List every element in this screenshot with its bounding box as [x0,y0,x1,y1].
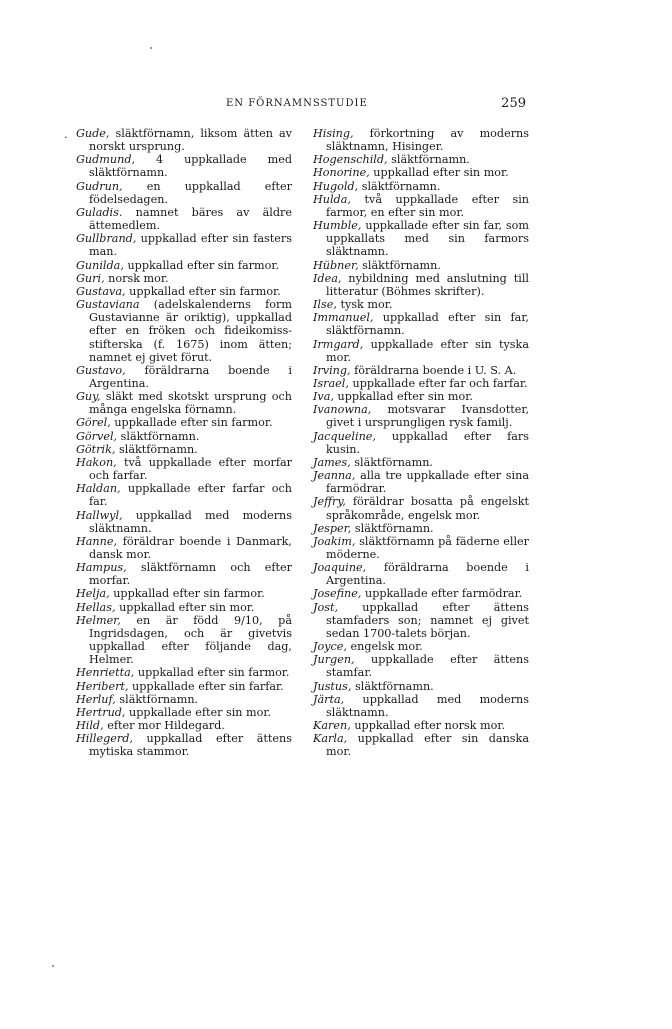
name-entry [76,180,292,206]
entry-name: Idea, [313,271,342,285]
name-entry [313,719,529,732]
entry-description: två uppkallade efter sin farmor, en efter sin mor. [326,192,529,219]
entry-description: släktförnamn. [358,179,441,193]
entry-description: alla tre uppkallade efter sina farmödrar. [326,469,529,496]
entry-description: norsk mor. [104,271,169,285]
entry-name: Immanuel, [313,311,374,325]
entry-name: Ivanowna, [313,403,372,417]
entry-name: Jeffry, [313,495,346,509]
entry-description: uppkallad efter ättens mytiska stammor. [89,732,292,759]
entry-description: (adelskalenderns form Gustavianne är oriktig), uppkallad efter en fröken och fideikomiss-stifterska (f. 1675) inom ätten; namnet ej givet förut. [89,298,292,364]
scan-speck [52,965,54,967]
entry-name: Joakim, [313,534,356,548]
entry-description: föräldrarna boende i Argentina. [326,561,529,588]
name-entry [313,495,529,521]
entry-name: Hübner, [313,258,359,272]
entry-name: Justus, [313,679,352,693]
entry-name: Gustava, [76,284,126,298]
entry-description: släktförnamn, liksom ätten av norskt ursprung. [89,127,292,154]
name-entry [76,732,292,758]
entry-name: Iva, [313,390,334,404]
name-entry [313,653,529,679]
name-entry [76,153,292,179]
entry-name: James, [313,455,351,469]
entry-description: uppkallad efter norsk mor. [350,719,506,733]
name-entry [76,587,292,600]
entry-description: engelsk mor. [346,640,423,654]
name-entry [313,153,529,166]
entry-name: Järta, [313,692,345,706]
entry-name: Hellas, [76,600,116,614]
name-entry [313,338,529,364]
entry-name: Helmer, [76,613,121,627]
entry-name: Görel, [76,416,111,430]
entry-name: Hugold, [313,179,359,193]
entry-description: uppkallad efter sin far, släktförnamn. [326,311,529,338]
entry-description: uppkallade efter farmödrar. [361,587,523,601]
entry-description: uppkallad efter ättens stamfaders son; namnet ej givet sedan 1700-talets början. [326,600,529,640]
entry-description: uppkallad efter sin danska mor. [326,732,529,759]
name-entry [76,561,292,587]
entry-description: uppkallad med moderns släktnamn. [89,508,292,535]
name-entry [76,482,292,508]
entry-name: Hampus, [76,561,127,575]
entry-description: släktförnamn. [117,429,200,443]
entry-description: uppkallad efter sin farmor. [123,258,280,272]
entry-name: Israel, [313,376,349,390]
entry-description: släktförnamn. [351,521,434,535]
entry-description: släktförnamn. [358,258,441,272]
name-entry [76,601,292,614]
name-entry [76,364,292,390]
entry-name: Gustavo, [76,363,126,377]
name-entry [76,614,292,667]
entry-name: Jeanna, [313,469,356,483]
name-entry [76,232,292,258]
name-entry [313,377,529,390]
name-entry [76,206,292,232]
entry-name: Joaquine, [313,561,367,575]
entry-name: Hild, [76,719,104,733]
entry-description: uppkallad med moderns släktnamn. [326,692,529,719]
name-entry [76,416,292,429]
entry-description: uppkallad efter sin fasters man. [89,232,292,259]
entry-description: släktförnamn. [351,679,434,693]
entry-description: en är född 9/10, på Ingridsdagen, och är givetvis uppkallad efter följande dag, Helmer. [89,613,292,667]
name-entry [76,285,292,298]
entry-description: 4 uppkallade med släktförnamn. [89,153,292,180]
entry-description: uppkallade efter far och farfar. [348,376,528,390]
entry-description: motsvarar Ivansdotter, givet i ursprungligen rysk familj. [326,403,529,430]
entry-name: Hogenschild, [313,153,388,167]
entry-name: Hertrud, [76,705,126,719]
entry-description: uppkallad efter sin farmor. [109,587,265,601]
entry-description: släktförnamn. [115,442,198,456]
name-entry [76,272,292,285]
entry-name: Gude, [76,127,110,140]
name-entry [313,364,529,377]
name-entry [76,535,292,561]
entry-description: namnet bäres av äldre ättemedlem. [89,205,292,233]
name-entry [76,298,292,364]
name-entry [313,680,529,693]
entry-name: Gudrun, [76,179,123,193]
entry-name: Görvel, [76,429,118,443]
entry-description: föräldrar boende i Danmark, dansk mor. [89,534,292,561]
entry-description: uppkallade efter sin tyska mor. [326,337,529,364]
entry-name: Jacqueline, [313,429,376,443]
entry-name: Gustaviana [76,298,140,312]
entry-description: släkt med skotskt ursprung och många engelska förnamn. [89,390,292,417]
entry-name: Gullbrand, [76,232,137,246]
entry-description: släktförnamn. [115,692,199,706]
right-column [313,127,529,759]
entry-description: uppkallade efter sin farfar. [128,679,284,693]
entry-name: Henrietta, [76,666,135,680]
name-entry [76,259,292,272]
name-entry [313,561,529,587]
entry-name: Hallwyl, [76,508,123,522]
entry-description: uppkallade efter sin farmor. [110,416,273,430]
entry-name: Jesper, [313,521,352,535]
name-entry [313,180,529,193]
entry-name: Hanne, [76,534,118,548]
name-entry [313,601,529,640]
entry-description: två uppkallade efter morfar och farfar. [89,455,292,483]
entry-name: Guri, [76,271,105,285]
entry-description: föräldrarna boende i U. S. A. [350,363,517,377]
entry-description: släktförnamn. [387,153,470,167]
name-entry [76,666,292,679]
entry-description: nybildning med anslutning till litteratur (Böhmes skrifter). [326,271,529,298]
name-entry [76,430,292,443]
name-entry [313,219,529,258]
name-entry [76,509,292,535]
entry-name: Gudmund, [76,153,136,167]
entry-name: Jost, [313,600,339,614]
entry-name: Humble, [313,219,362,233]
name-entry [313,193,529,219]
entry-description: förkortning av moderns släktnamn, Hisinger. [326,127,529,154]
entry-name: Haldan, [76,482,121,496]
entry-name: Hising, [313,127,354,140]
page-number: 259 [501,96,526,111]
name-entry [76,443,292,456]
name-entry [313,272,529,298]
entry-description: uppkallad efter sin mor. [333,390,473,404]
entry-description: efter mor Hildegard. [103,719,225,733]
entry-name: Jurgen, [313,653,355,667]
entry-description: uppkallad efter sin mor. [369,166,509,180]
entry-description: uppkallad efter fars kusin. [326,429,529,456]
entry-description: släktförnamn och efter morfar. [89,561,292,588]
entry-description: uppkallad efter sin farmor. [125,284,281,298]
name-entry [76,680,292,693]
entry-name: Götrik, [76,442,116,456]
entry-name: Heribert, [76,679,129,693]
entry-description: föräldrar bosatta på engelskt språkområde, engelsk mor. [326,495,529,522]
name-entry [76,706,292,719]
entry-description: uppkallade efter sin mor. [125,705,272,719]
name-entry [313,403,529,429]
entry-name: Joyce, [313,640,347,654]
name-entry [313,311,529,337]
name-entry [313,456,529,469]
entry-name: Guladis. [76,205,123,219]
name-entry [313,259,529,272]
name-entry [313,522,529,535]
name-entry [313,430,529,456]
scan-speck [150,47,152,49]
name-entry [76,456,292,482]
page-header [76,96,526,114]
entry-description: uppkallad efter sin mor. [115,600,255,614]
name-entry [76,127,292,153]
entry-name: Honorine, [313,166,370,180]
entry-name: Helja, [76,587,110,601]
entry-name: Josefine, [313,587,362,601]
entry-name: Guy, [76,390,101,404]
margin-dot: . [64,128,68,141]
name-entry [313,469,529,495]
name-entry [313,390,529,403]
name-entry [313,587,529,600]
entry-name: Karen, [313,719,351,733]
name-entry [76,693,292,706]
entry-description: släktförnamn. [350,455,433,469]
entry-description: föräldrarna boende i Argentina. [89,363,292,390]
name-entry [313,693,529,719]
name-entry [313,298,529,311]
entry-description: uppkallade efter ättens stamfar. [326,653,529,680]
name-entry [313,535,529,561]
entry-description: uppkallade efter farfar och far. [89,482,292,509]
entry-description: släktförnamn på fäderne eller möderne. [326,534,529,561]
name-entry [313,166,529,179]
entry-name: Irmgard, [313,337,364,351]
name-entry [313,640,529,653]
name-entry [313,732,529,758]
entry-name: Hulda, [313,192,351,206]
entry-description: uppkallade efter sin far, som uppkallats med sin farmors släktnamn. [326,219,529,259]
entry-name: Hakon, [76,455,117,469]
name-entry [313,127,529,153]
entry-name: Karla, [313,732,348,746]
entry-description: uppkallad efter sin farmor. [134,666,290,680]
running-title: EN FÖRNAMNSSTUDIE [226,98,368,109]
left-column [76,127,292,759]
entry-description: en uppkallad efter födelsedagen. [89,179,292,206]
entry-name: Ilse, [313,298,337,312]
entry-name: Gunilda, [76,258,124,272]
entry-name: Irving, [313,363,351,377]
name-entry [76,719,292,732]
entry-name: Herluf, [76,692,116,706]
name-entry [76,390,292,416]
entry-name: Hillegerd, [76,732,133,746]
entry-description: tysk mor. [336,298,393,312]
